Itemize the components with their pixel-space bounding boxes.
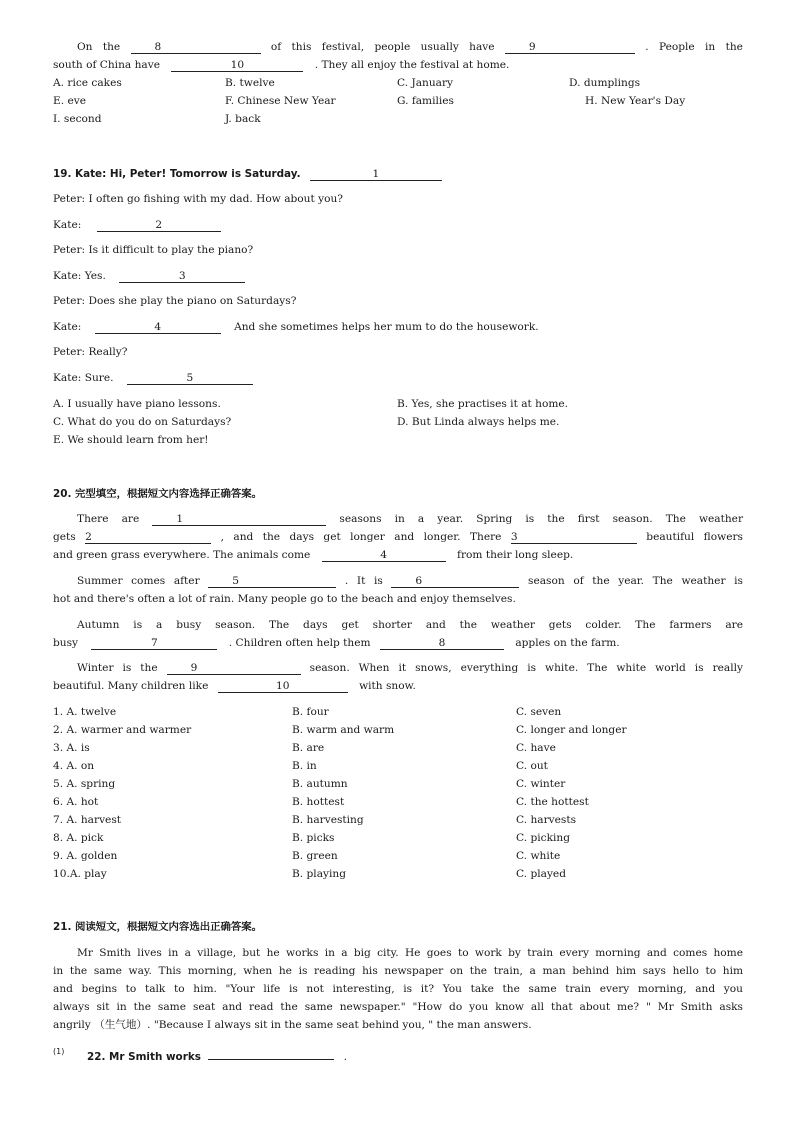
- cloze-line-7: [53, 636, 743, 650]
- text: . Children often help them: [228, 637, 371, 649]
- question-19-title: [53, 167, 743, 181]
- choice-6-b[interactable]: B. hottest: [292, 796, 345, 808]
- cloze-blank-8[interactable]: 8: [380, 637, 504, 650]
- dialogue-blank-2[interactable]: 2: [97, 219, 221, 232]
- choice-2-b[interactable]: B. warm and warm: [292, 724, 395, 736]
- choice-6-c[interactable]: C. the hottest: [516, 796, 589, 808]
- options-18: [53, 76, 743, 130]
- question-22: [53, 1047, 743, 1064]
- dialogue-line-7: [53, 320, 743, 334]
- dialogue-blank-1[interactable]: 1: [310, 168, 442, 181]
- cloze-line-1: [53, 512, 743, 526]
- text: And she sometimes helps her mum to do the housework.: [234, 321, 539, 333]
- text: Winter is the: [77, 662, 158, 674]
- option-d: D. dumplings: [569, 77, 641, 89]
- blank-10[interactable]: 10: [171, 59, 303, 72]
- cloze-line-2: [53, 530, 743, 544]
- option-h: H. New Year's Day: [585, 95, 686, 107]
- choice-8-a[interactable]: 8. A. pick: [53, 832, 104, 844]
- text: gets: [53, 531, 76, 543]
- option-c: C. January: [397, 77, 454, 89]
- speaker: Kate:: [53, 219, 82, 231]
- text: from their long sleep.: [457, 549, 574, 561]
- text: There are: [77, 513, 140, 525]
- options-19: [53, 397, 743, 451]
- choice-3-c[interactable]: C. have: [516, 742, 556, 754]
- option-b: B. Yes, she practises it at home.: [397, 398, 569, 410]
- text: and green grass everywhere. The animals come: [53, 549, 311, 561]
- text: season of the year. The weather is: [528, 575, 743, 587]
- text: beautiful. Many children like: [53, 680, 209, 692]
- choice-7-a[interactable]: 7. A. harvest: [53, 814, 122, 826]
- cloze-line-4: [53, 574, 743, 588]
- option-f: F. Chinese New Year: [225, 95, 336, 107]
- text: with snow.: [359, 680, 416, 692]
- choice-9-b[interactable]: B. green: [292, 850, 338, 862]
- option-b: B. twelve: [225, 77, 275, 89]
- choice-1-c[interactable]: C. seven: [516, 706, 562, 718]
- option-a: A. rice cakes: [53, 77, 122, 89]
- blank-8[interactable]: 8: [131, 41, 261, 54]
- text: . They all enjoy the festival at home.: [314, 59, 510, 71]
- choice-6-a[interactable]: 6. A. hot: [53, 796, 99, 808]
- speaker: Kate: Yes.: [53, 270, 106, 282]
- reading-line-5: angrily （生气地）. "Because I always sit in the same seat behind you, " the man answers.: [53, 1019, 532, 1031]
- option-g: G. families: [397, 95, 454, 107]
- text: beautiful flowers: [646, 531, 743, 543]
- text: of this festival, people usually have: [270, 41, 495, 53]
- cloze-line-9: [53, 679, 743, 693]
- cloze-line-6: Autumn is a busy season. The days get shorter and the weather gets colder. The farmers are: [77, 619, 743, 631]
- choice-2-a[interactable]: 2. A. warmer and warmer: [53, 724, 192, 736]
- cloze-blank-6[interactable]: 6: [391, 575, 519, 588]
- dialogue-line-4: Peter: Is it difficult to play the piano?: [53, 244, 254, 256]
- choice-5-a[interactable]: 5. A. spring: [53, 778, 116, 790]
- passage-18-line-1: [53, 40, 743, 54]
- text: .: [343, 1051, 348, 1063]
- dialogue-blank-5[interactable]: 5: [127, 372, 253, 385]
- option-e: E. We should learn from her!: [53, 434, 209, 446]
- reading-line-4: always sit in the same seat and read the same newspaper." "How do you know all that about me? " Mr Smith asks: [53, 1001, 743, 1013]
- choice-7-b[interactable]: B. harvesting: [292, 814, 364, 826]
- dialogue-blank-4[interactable]: 4: [95, 321, 221, 334]
- text: . People in the: [645, 41, 743, 53]
- text: south of China have: [53, 59, 160, 71]
- choice-8-b[interactable]: B. picks: [292, 832, 335, 844]
- dialogue-line-9: [53, 371, 743, 385]
- dialogue-line-2: Peter: I often go fishing with my dad. How about you?: [53, 193, 343, 205]
- blank-9[interactable]: 9: [505, 41, 635, 54]
- choice-9-c[interactable]: C. white: [516, 850, 561, 862]
- choice-1-a[interactable]: 1. A. twelve: [53, 706, 117, 718]
- dialogue-line-8: Peter: Really?: [53, 346, 128, 358]
- choice-5-b[interactable]: B. autumn: [292, 778, 348, 790]
- speaker: Kate:: [53, 321, 82, 333]
- choice-5-c[interactable]: C. winter: [516, 778, 566, 790]
- option-j: J. back: [225, 113, 261, 125]
- choice-10-a[interactable]: 10.A. play: [53, 868, 107, 880]
- choice-4-a[interactable]: 4. A. on: [53, 760, 95, 772]
- text: On the: [77, 41, 121, 53]
- cloze-line-5: hot and there's often a lot of rain. Many people go to the beach and enjoy themselves.: [53, 593, 516, 605]
- text: Summer comes after: [77, 575, 200, 587]
- choice-4-b[interactable]: B. in: [292, 760, 317, 772]
- cloze-blank-7[interactable]: 7: [91, 637, 217, 650]
- subquestion-number: (1): [53, 1047, 65, 1056]
- dialogue-line-6: Peter: Does she play the piano on Saturdays?: [53, 295, 297, 307]
- cloze-line-3: [53, 548, 743, 562]
- text: busy: [53, 637, 79, 649]
- text: , and the days get longer and longer. There: [220, 531, 502, 543]
- option-c: C. What do you do on Saturdays?: [53, 416, 232, 428]
- dialogue-blank-3[interactable]: 3: [119, 270, 245, 283]
- choice-10-c[interactable]: C. played: [516, 868, 566, 880]
- cloze-blank-2[interactable]: 2: [85, 531, 211, 544]
- answer-blank-22[interactable]: [208, 1047, 334, 1060]
- cloze-blank-5[interactable]: 5: [208, 575, 336, 588]
- choice-4-c[interactable]: C. out: [516, 760, 548, 772]
- text: season. When it snows, everything is white. The white world is really: [309, 662, 744, 674]
- cloze-blank-10[interactable]: 10: [218, 680, 348, 693]
- cloze-line-8: [53, 661, 743, 675]
- cloze-blank-1[interactable]: 1: [152, 513, 326, 526]
- question-text: 22. Mr Smith works: [87, 1051, 201, 1063]
- choice-3-b[interactable]: B. are: [292, 742, 325, 754]
- choice-7-c[interactable]: C. harvests: [516, 814, 577, 826]
- choice-10-b[interactable]: B. playing: [292, 868, 346, 880]
- reading-line-1: Mr Smith lives in a village, but he works in a big city. He goes to work by train every morning and comes home: [77, 947, 743, 959]
- reading-line-2: in the same way. This morning, when he is reading his newspaper on the train, a man behind him says hello to him: [53, 965, 743, 977]
- option-e: E. eve: [53, 95, 86, 107]
- cloze-choices: [53, 705, 743, 885]
- option-a: A. I usually have piano lessons.: [53, 398, 221, 410]
- section-title: 21. 阅读短文，根据短文内容选出正确答案。: [53, 921, 263, 933]
- text: seasons in a year. Spring is the first season. The weather: [339, 513, 744, 525]
- section-title: 19. Kate: Hi, Peter! Tomorrow is Saturday.: [53, 168, 301, 180]
- question-21-title: [53, 920, 743, 934]
- reading-line-3: and begins to talk to him. "Your life is not interesting, is it? You take the same train every morning, and you: [53, 983, 743, 995]
- section-title: 20. 完型填空，根据短文内容选择正确答案。: [53, 488, 263, 500]
- question-20-title: [53, 487, 743, 501]
- passage-18-line-2: [53, 58, 743, 72]
- text: . It is: [344, 575, 383, 587]
- speaker: Kate: Sure.: [53, 372, 114, 384]
- option-i: I. second: [53, 113, 102, 125]
- cloze-blank-9[interactable]: 9: [167, 662, 301, 675]
- option-d: D. But Linda always helps me.: [397, 416, 560, 428]
- choice-1-b[interactable]: B. four: [292, 706, 329, 718]
- dialogue-line-5: [53, 269, 743, 283]
- choice-3-a[interactable]: 3. A. is: [53, 742, 90, 754]
- choice-9-a[interactable]: 9. A. golden: [53, 850, 118, 862]
- cloze-blank-4[interactable]: 4: [322, 549, 446, 562]
- text: apples on the farm.: [515, 637, 620, 649]
- cloze-blank-3[interactable]: 3: [511, 531, 637, 544]
- choice-8-c[interactable]: C. picking: [516, 832, 570, 844]
- dialogue-line-3: [53, 218, 743, 232]
- choice-2-c[interactable]: C. longer and longer: [516, 724, 627, 736]
